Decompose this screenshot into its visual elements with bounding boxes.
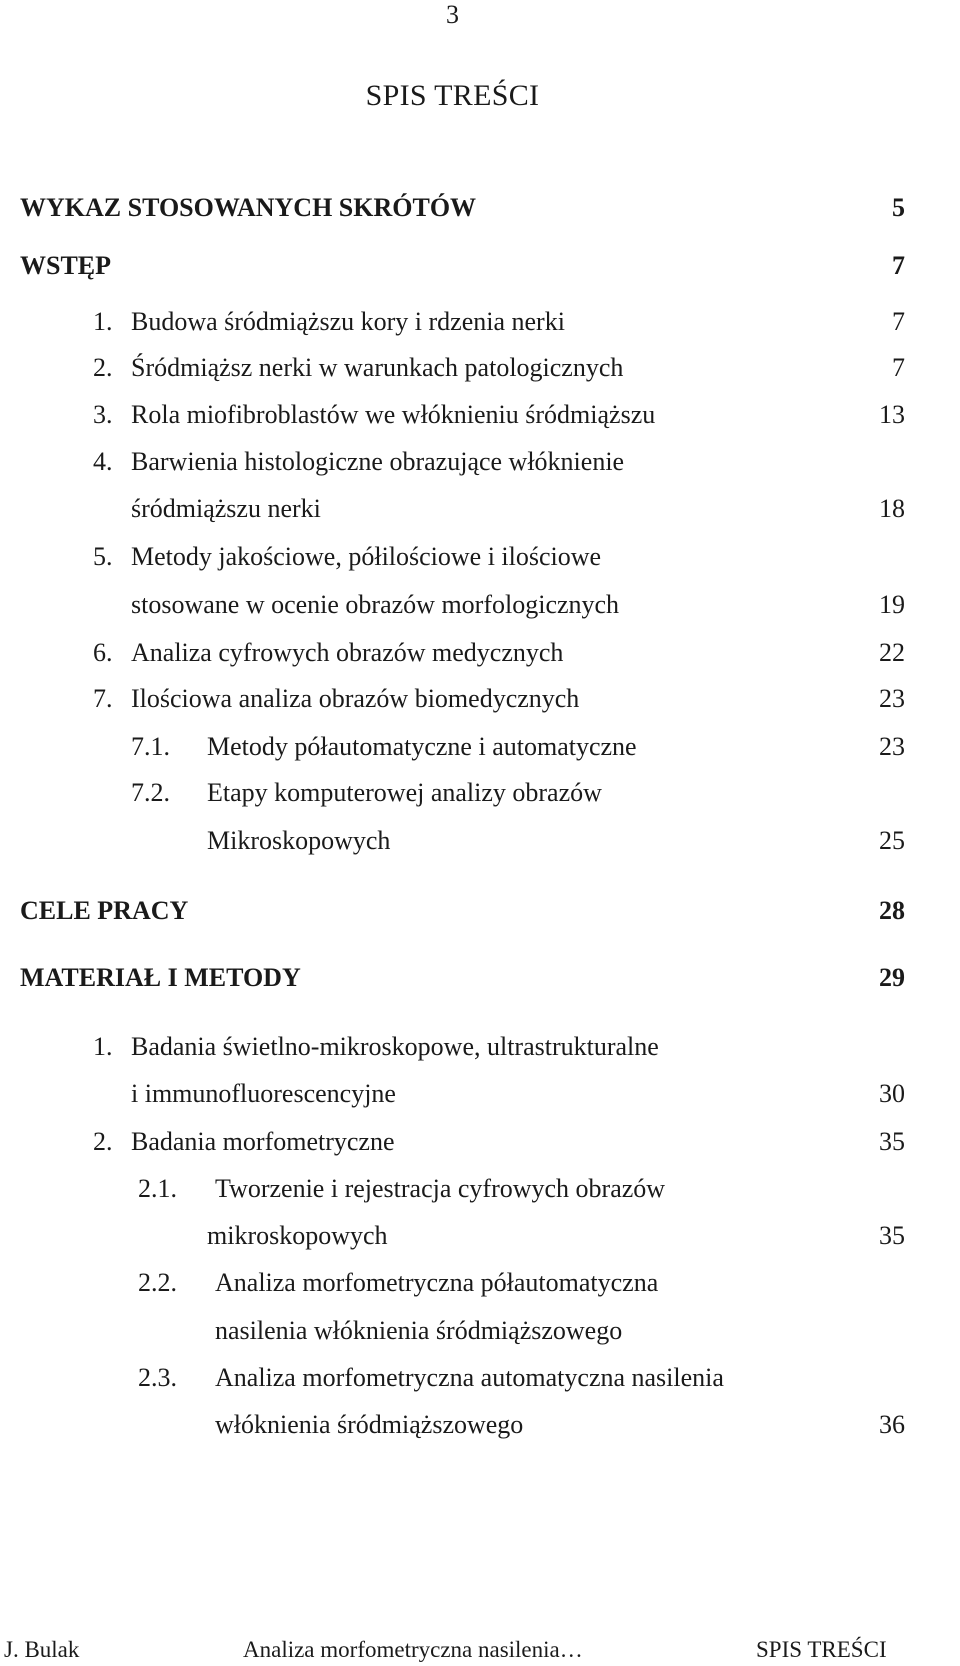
toc-subitem: [0, 729, 905, 765]
toc-item-text: Etapy komputerowej analizy obrazów: [207, 778, 602, 807]
toc-subitem: [0, 1171, 905, 1207]
toc-page: 7: [892, 251, 905, 280]
toc-page: 7: [892, 353, 905, 382]
toc-item: [0, 304, 905, 340]
toc-subitem: [0, 1265, 905, 1301]
toc-page: 23: [879, 684, 905, 713]
page-number: 3: [446, 0, 459, 29]
toc-page: 22: [879, 638, 905, 667]
toc-item: [0, 397, 905, 433]
toc-item-text: Rola miofibroblastów we włóknieniu śródmiąższu: [131, 400, 656, 429]
toc-item-text: mikroskopowych: [207, 1221, 388, 1250]
toc-page: 7: [892, 307, 905, 336]
toc-item-text: Budowa śródmiąższu kory i rdzenia nerki: [131, 307, 565, 336]
toc-item-continuation: [0, 1407, 905, 1443]
toc-page: 28: [879, 896, 905, 925]
toc-item-number: 2.: [93, 353, 113, 382]
footer-author: J. Bulak: [4, 1637, 80, 1662]
toc-item-text: włóknienia śródmiąższowego: [215, 1410, 524, 1439]
toc-page: 25: [879, 826, 905, 855]
toc-item: [0, 1029, 905, 1065]
toc-item: [0, 1124, 905, 1160]
toc-page: 5: [892, 193, 905, 222]
toc-item-text: Ilościowa analiza obrazów biomedycznych: [131, 684, 580, 713]
toc-page: 29: [879, 963, 905, 992]
toc-item-number: 5.: [93, 542, 113, 571]
toc-heading-text: WSTĘP: [20, 251, 112, 280]
toc-page: 30: [879, 1079, 905, 1108]
toc-item-text: Mikroskopowych: [207, 826, 391, 855]
toc-page: 36: [879, 1410, 905, 1439]
toc-page: 18: [879, 494, 905, 523]
toc-item-number: 3.: [93, 400, 113, 429]
footer-section: SPIS TREŚCI: [756, 1637, 887, 1662]
toc-item-number: 7.1.: [131, 732, 170, 761]
toc-item-number: 2.2.: [138, 1268, 177, 1297]
toc-item-number: 1.: [93, 307, 113, 336]
toc-page: 19: [879, 590, 905, 619]
toc-item-number: 2.1.: [138, 1174, 177, 1203]
toc-heading-text: CELE PRACY: [20, 896, 189, 925]
toc-page: 23: [879, 732, 905, 761]
toc-item-number: 2.3.: [138, 1363, 177, 1392]
toc-item-text: Analiza morfometryczna automatyczna nasilenia: [215, 1363, 724, 1392]
toc-heading: [0, 893, 905, 929]
toc-item-text: nasilenia włóknienia śródmiąższowego: [215, 1316, 623, 1345]
toc-subitem: [0, 1360, 905, 1396]
toc-item-text: Analiza morfometryczna półautomatyczna: [215, 1268, 659, 1297]
toc-item-number: 7.: [93, 684, 113, 713]
toc-item-text: Badania morfometryczne: [131, 1127, 395, 1156]
toc-item-number: 7.2.: [131, 778, 170, 807]
toc-heading-text: WYKAZ STOSOWANYCH SKRÓTÓW: [20, 193, 477, 222]
toc-item-text: Badania świetlno-mikroskopowe, ultrastrukturalne: [131, 1032, 659, 1061]
toc-heading: [0, 190, 905, 226]
toc-heading-text: MATERIAŁ I METODY: [20, 963, 301, 992]
toc-heading: [0, 248, 905, 284]
toc-item-number: 2.: [93, 1127, 113, 1156]
toc-item: [0, 539, 905, 575]
toc-item-continuation: [0, 823, 905, 859]
toc-item-text: Metody jakościowe, półilościowe i ilościowe: [131, 542, 602, 571]
toc-item-text: stosowane w ocenie obrazów morfologicznych: [131, 590, 620, 619]
footer-running-title: Analiza morfometryczna nasilenia…: [243, 1637, 583, 1662]
toc-item-continuation: [0, 1076, 905, 1112]
toc-item-text: i immunofluorescencyjne: [131, 1079, 396, 1108]
toc-subitem: [0, 775, 905, 811]
toc-item-text: Analiza cyfrowych obrazów medycznych: [131, 638, 564, 667]
toc-page: 35: [879, 1221, 905, 1250]
toc-item-text: Tworzenie i rejestracja cyfrowych obrazów: [215, 1174, 666, 1203]
toc-item: [0, 681, 905, 717]
toc-item-number: 1.: [93, 1032, 113, 1061]
toc-item-continuation: [0, 491, 905, 527]
toc-item-text: Śródmiąższ nerki w warunkach patologicznych: [131, 353, 624, 382]
toc-page: 13: [879, 400, 905, 429]
toc-item-text: Barwienia histologiczne obrazujące włóknienie: [131, 447, 625, 476]
page-footer: [0, 1634, 960, 1666]
toc-item-text: Metody półautomatyczne i automatyczne: [207, 732, 637, 761]
toc-item-number: 4.: [93, 447, 113, 476]
toc-item-text: śródmiąższu nerki: [131, 494, 321, 523]
toc-heading: [0, 960, 905, 996]
toc-item: [0, 444, 905, 480]
toc-item: [0, 350, 905, 386]
toc-item: [0, 635, 905, 671]
toc-item-number: 6.: [93, 638, 113, 667]
toc-item-continuation: [0, 587, 905, 623]
page-title: SPIS TREŚCI: [365, 79, 540, 112]
toc-item-continuation: [0, 1313, 905, 1349]
toc-item-continuation: [0, 1218, 905, 1254]
toc-page: 35: [879, 1127, 905, 1156]
